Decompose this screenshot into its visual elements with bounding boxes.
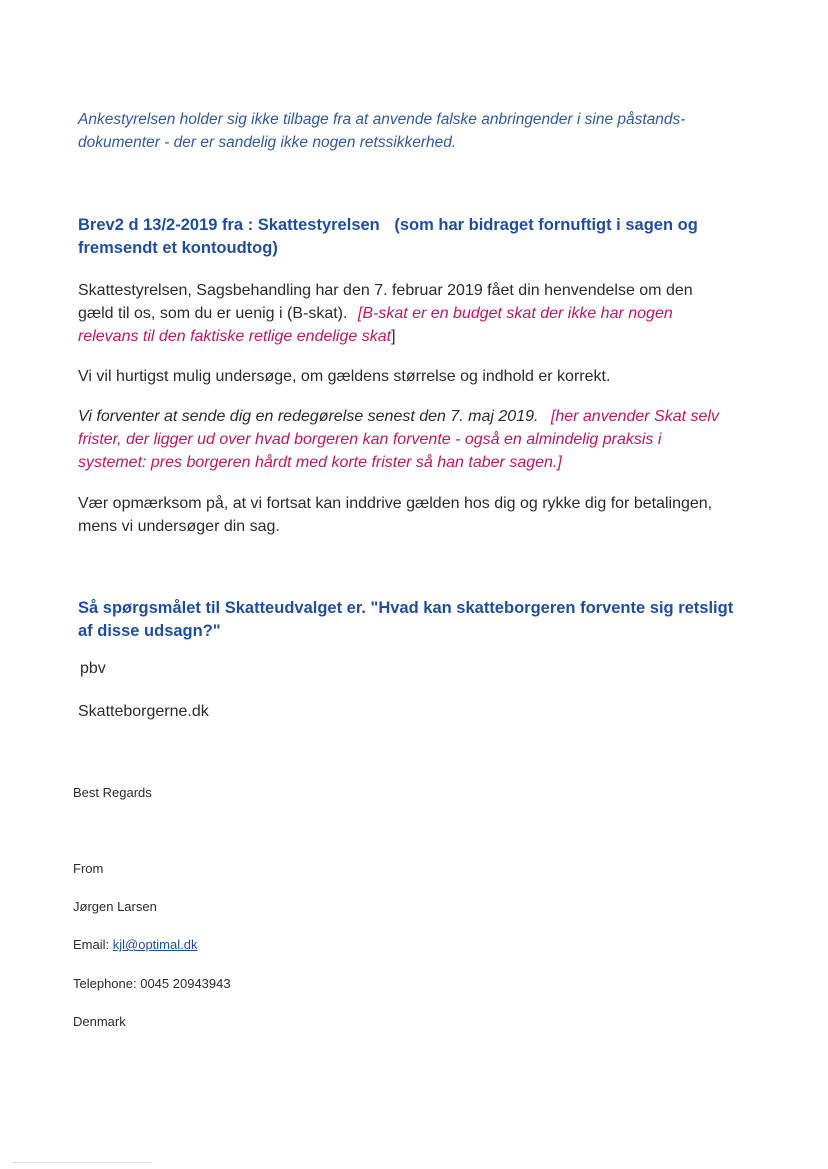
annotation-note: frister, der ligger ud over hvad borgeren kan forvente - også en almindelig praksis i [78, 431, 662, 448]
annotation-note: [her anvender Skat selv [550, 408, 719, 425]
signature-country: Denmark [73, 1014, 126, 1029]
paragraph-2: Vi vil hurtigst mulig undersøge, om gældens størrelse og indhold er korrekt. [78, 368, 611, 385]
paragraph-text: Vi forventer at sende dig en redegørelse senest den 7. maj 2019. [78, 408, 539, 425]
paragraph-line: mens vi undersøger din sag. [78, 518, 280, 535]
paragraph-text: gæld til os, som du er uenig i (B-skat). [78, 305, 348, 322]
question-heading [78, 597, 758, 643]
question-line: af disse udsagn?" [78, 622, 221, 640]
letter-heading-line: fremsendt et kontoudtog) [78, 239, 278, 257]
paragraph-line: Skattestyrelsen, Sagsbehandling har den 7. februar 2019 fået din henvendelse om den [78, 282, 693, 299]
annotation-note: systemet: pres borgeren hårdt med korte frister så han taber sagen.] [78, 454, 562, 471]
signature-name: Jørgen Larsen [73, 899, 157, 914]
annotation-note: [B-skat er en budget skat der ikke har nogen [357, 305, 673, 322]
page-edge-line [12, 1162, 152, 1163]
intro-line: Ankestyrelsen holder sig ikke tilbage fra at anvende falske anbringender i sine påstands- [78, 111, 686, 128]
signature-from: From [73, 861, 104, 876]
paragraph-line: Vær opmærksom på, at vi fortsat kan inddrive gælden hos dig og rykke dig for betalingen, [78, 495, 713, 512]
signature-email [73, 937, 197, 952]
organization-name: Skatteborgerne.dk [78, 703, 209, 720]
signature-phone: Telephone: 0045 20943943 [73, 976, 231, 991]
email-link[interactable]: kjl@optimal.dk [112, 937, 198, 952]
paragraph-1 [78, 279, 758, 348]
intro-paragraph [78, 108, 758, 154]
pbv-text: pbv [80, 660, 106, 677]
letter-heading-remark: (som har bidraget fornuftigt i sagen og [394, 216, 698, 234]
question-line: Så spørgsmålet til Skatteudvalget er. "Hvad kan skatteborgeren forvente sig retsligt [78, 599, 734, 617]
paragraph-3 [78, 405, 758, 474]
signature-regards: Best Regards [73, 785, 152, 800]
letter-heading-date: Brev2 d 13/2-2019 fra : Skattestyrelsen [78, 216, 380, 234]
email-label: Email: [73, 937, 113, 952]
paragraph-4 [78, 492, 758, 538]
annotation-note: relevans til den faktiske retlige endelige skat [78, 328, 392, 345]
letter-heading [78, 214, 758, 260]
bracket-close: ] [391, 328, 396, 345]
intro-line: dokumenter - der er sandelig ikke nogen retssikkerhed. [78, 134, 457, 151]
